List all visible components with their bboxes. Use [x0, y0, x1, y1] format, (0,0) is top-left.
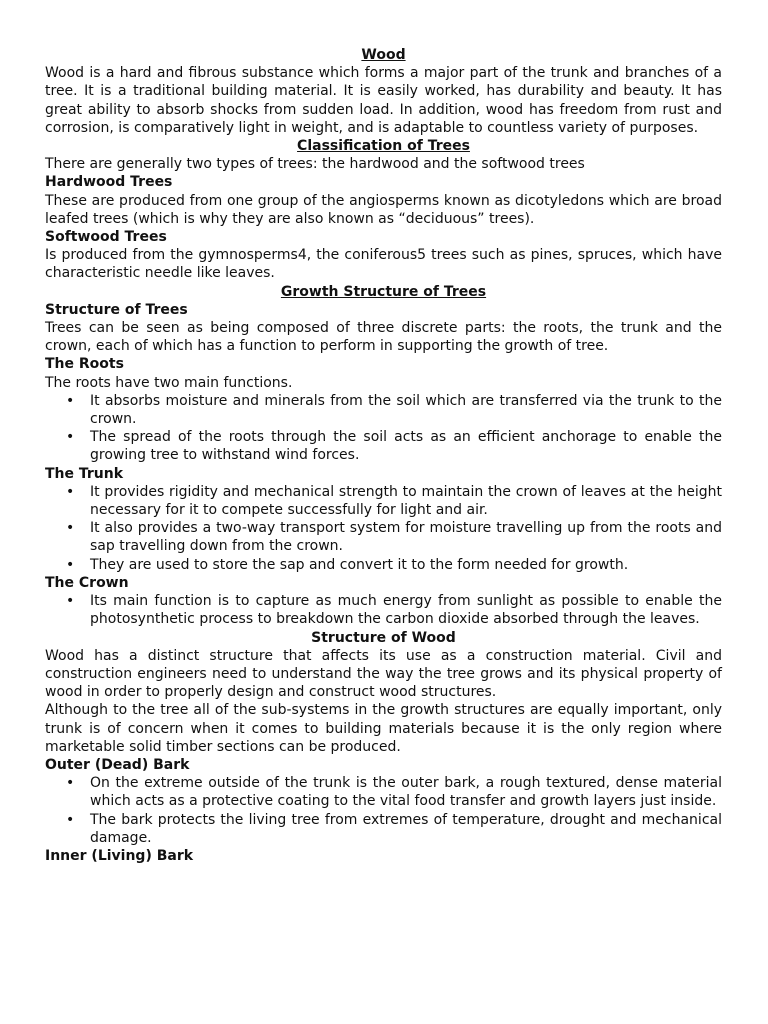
- roots-intro: The roots have two main functions.: [45, 374, 293, 391]
- softwood-paragraph: Is produced from the gymnosperms4, the coniferous5 trees such as pines, spruces, which have characteristic needle like leaves.: [45, 247, 722, 282]
- roots-heading: The Roots: [45, 356, 124, 373]
- crown-heading: The Crown: [45, 574, 129, 591]
- list-item: • They are used to store the sap and convert it to the form needed for growth.: [45, 556, 722, 574]
- trunk-heading: The Trunk: [45, 465, 124, 482]
- structure-of-wood-paragraph-1: Wood has a distinct structure that affects its use as a construction material. Civil and construction engineers need to understand the way the tree grows and its physical property of wood in order to properly design and construct wood structures.: [45, 647, 722, 701]
- list-item: • On the extreme outside of the trunk is the outer bark, a rough textured, dense material which acts as a protective coating to the vital food transfer and growth layers just inside.: [45, 774, 722, 810]
- inner-bark-heading: Inner (Living) Bark: [45, 847, 194, 864]
- hardwood-paragraph: These are produced from one group of the angiosperms known as dicotyledons which are broad leafed trees (which is why they are also known as “deciduous” trees).: [45, 192, 722, 227]
- softwood-heading: Softwood Trees: [45, 229, 167, 246]
- trunk-list: [45, 483, 722, 574]
- wood-intro-paragraph: Wood is a hard and fibrous substance which forms a major part of the trunk and branches of a tree. It is a traditional building material. It is easily worked, has durability and beauty. It has great ability to absorb shocks from sudden load. In addition, wood has freedom from rust and corrosion, is comparatively light in weight, and is adaptable to countless variety of purposes.: [45, 65, 722, 136]
- list-item: • It absorbs moisture and minerals from the soil which are transferred via the trunk to the crown.: [45, 392, 722, 428]
- list-item: • The spread of the roots through the soil acts as an efficient anchorage to enable the growing tree to withstand wind forces.: [45, 428, 722, 464]
- roots-list: [45, 392, 722, 465]
- list-item: • It also provides a two-way transport system for moisture travelling up from the roots and sap travelling down from the crown.: [45, 519, 722, 555]
- list-item: • It provides rigidity and mechanical strength to maintain the crown of leaves at the height necessary for it to compete successfully for light and air.: [45, 483, 722, 519]
- growth-structure-title: Growth Structure of Trees: [280, 283, 487, 300]
- outer-bark-list: [45, 774, 722, 847]
- hardwood-heading: Hardwood Trees: [45, 174, 173, 191]
- crown-list: [45, 592, 722, 628]
- structure-of-trees-heading: Structure of Trees: [45, 301, 188, 318]
- list-item: • Its main function is to capture as much energy from sunlight as possible to enable the photosynthetic process to breakdown the carbon dioxide absorbed through the leaves.: [45, 592, 722, 628]
- document-page: [45, 46, 722, 865]
- classification-intro: There are generally two types of trees: the hardwood and the softwood trees: [45, 156, 585, 173]
- structure-of-trees-paragraph: Trees can be seen as being composed of three discrete parts: the roots, the trunk and the crown, each of which has a function to perform in supporting the growth of tree.: [45, 320, 722, 355]
- structure-of-wood-paragraph-2: Although to the tree all of the sub-systems in the growth structures are equally important, only trunk is of concern when it comes to building materials because it is the only region where marketable solid timber sections can be produced.: [45, 702, 722, 755]
- outer-bark-heading: Outer (Dead) Bark: [45, 756, 190, 773]
- classification-title: Classification of Trees: [297, 138, 470, 155]
- structure-of-wood-title: Structure of Wood: [311, 629, 456, 646]
- list-item: • The bark protects the living tree from extremes of temperature, drought and mechanical damage.: [45, 811, 722, 847]
- wood-title: Wood: [361, 47, 406, 63]
